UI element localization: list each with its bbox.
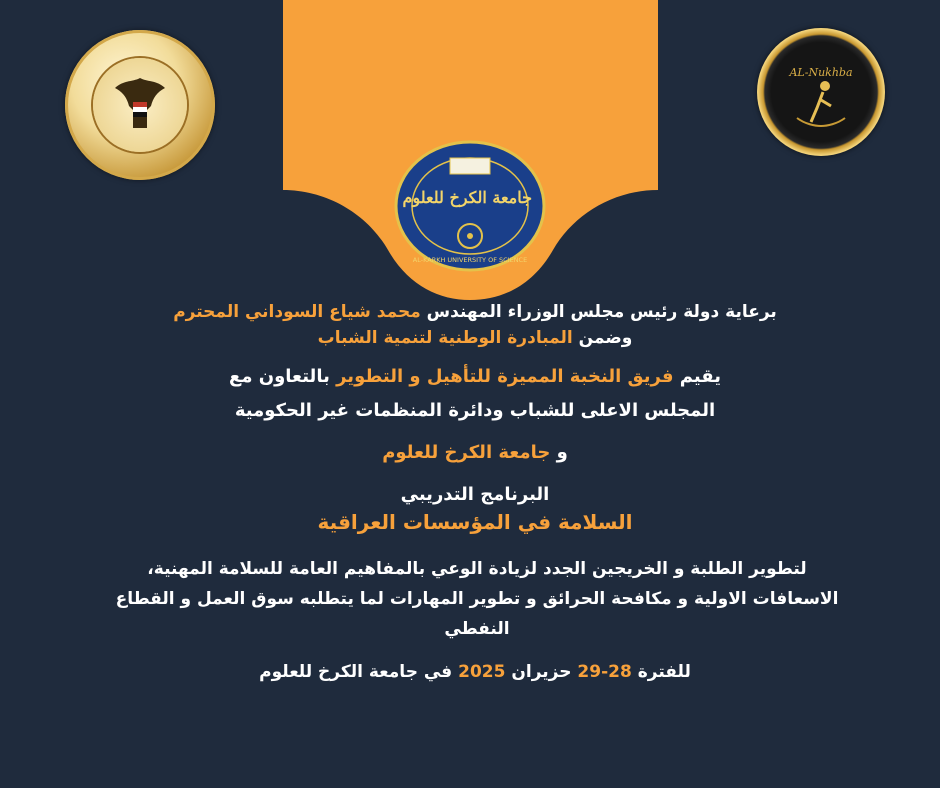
university-logo-english-text: AL-KARKH UNIVERSITY OF SCIENCE — [412, 256, 528, 264]
patronage-line: برعاية دولة رئيس مجلس الوزراء المهندس محمد شياع السوداني المحترم — [173, 302, 777, 322]
university-logo-arabic-text: جامعة الكرخ للعلوم — [402, 188, 532, 207]
partners-line: المجلس الاعلى للشباب ودائرة المنظمات غير الحكومية — [234, 400, 716, 421]
university-line: و جامعة الكرخ للعلوم — [382, 442, 568, 463]
organizer-line: يقيم فريق النخبة المميزة للتأهيل و التطوير بالتعاون مع — [229, 366, 721, 387]
date-line: للفترة 28-29 حزيران 2025 في جامعة الكرخ للعلوم — [259, 662, 691, 682]
program-title: السلامة في المؤسسات العراقية — [317, 510, 633, 534]
program-label: البرنامج التدريبي — [400, 484, 550, 505]
laurel-figure-icon — [791, 78, 851, 128]
supreme-youth-council-seal — [65, 30, 215, 180]
initiative-line: وضمن المبادرة الوطنية لتنمية الشباب — [317, 328, 633, 348]
program-description: لتطوير الطلبة و الخريجين الجدد لزيادة الوعي بالمفاهيم العامة للسلامة المهنية، الاسعافات الاولية و مكافحة الحرائق و تطوير المهارات لما يتطلبه سوق العمل و القطاع النفطي — [115, 559, 839, 639]
al-nukhba-logo-text: AL-Nukhba — [789, 66, 853, 79]
al-nukhba-seal — [757, 28, 885, 156]
eagle-emblem-icon — [93, 58, 187, 152]
